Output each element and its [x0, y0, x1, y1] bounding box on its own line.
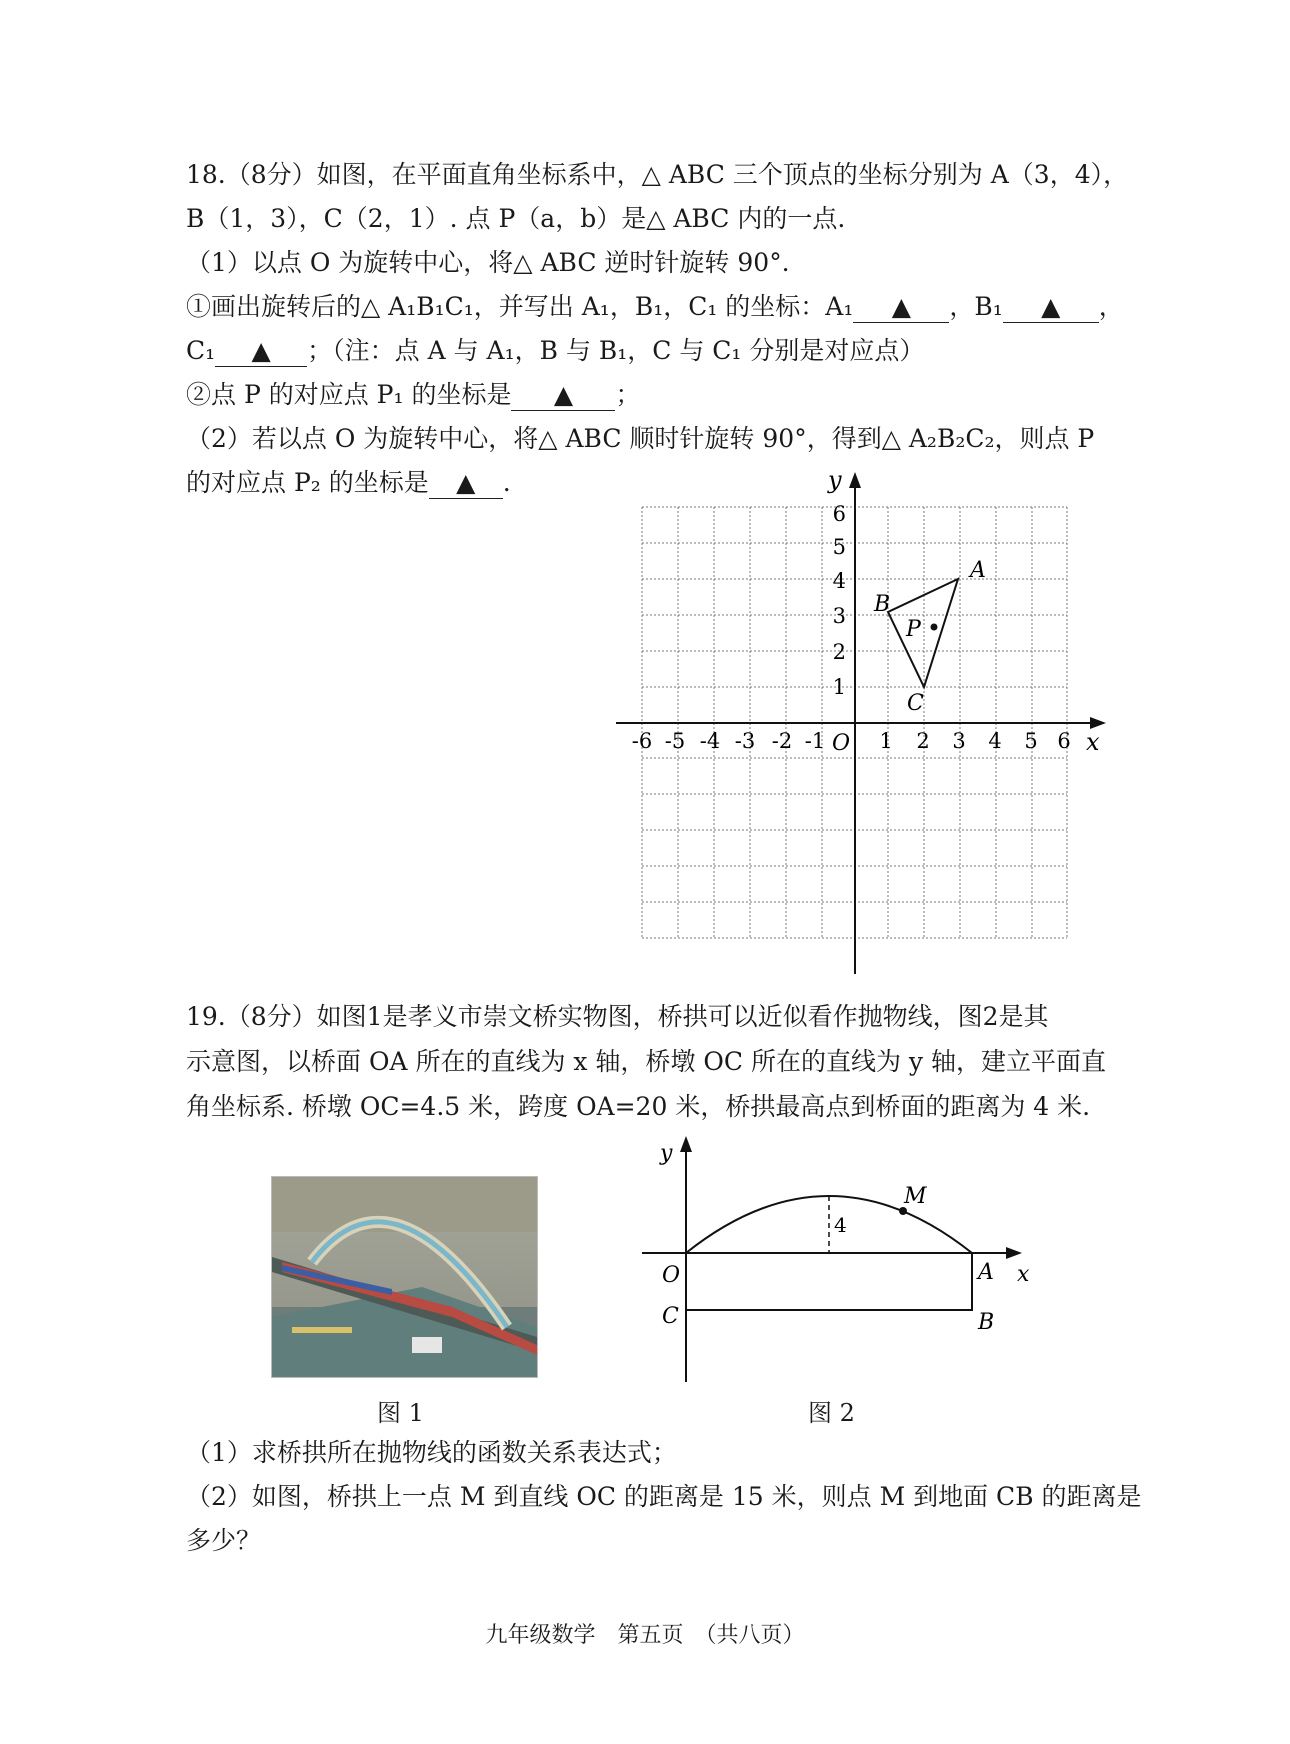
y-tick: 6 [832, 502, 846, 526]
answer-blank-p2[interactable]: ▲ [429, 468, 503, 499]
x-tick: -2 [771, 729, 793, 753]
y-tick: 3 [832, 604, 846, 628]
fig2-label-c: C [662, 1304, 679, 1329]
y-tick: 2 [832, 640, 846, 664]
x-tick: 2 [916, 729, 930, 753]
x-axis-label: x [1086, 728, 1100, 756]
y-tick: 4 [832, 569, 846, 593]
fig2-caption: 图 2 [808, 1399, 855, 1427]
answer-blank-b1[interactable]: ▲ [1003, 292, 1099, 323]
q18-line-1: 18.（8分）如图，在平面直角坐标系中，△ ABC 三个顶点的坐标分别为 A（3，4）， [186, 160, 1129, 189]
label-a: A [970, 558, 986, 583]
q19-part-2-cont: 多少？ [186, 1526, 262, 1555]
fig2-label-h: 4 [834, 1213, 847, 1237]
fig2-label-a: A [978, 1260, 994, 1285]
fig2-x-arrow [1006, 1247, 1022, 1259]
y-tick: 5 [832, 535, 846, 559]
fig2-y-arrow [680, 1136, 692, 1152]
q18-line-7: （2）若以点 O 为旋转中心，将△ ABC 顺时针旋转 90°，得到△ A₂B₂C₂，则点 P [186, 424, 1095, 453]
x-tick: -3 [734, 729, 756, 753]
fig2-label-b: B [978, 1310, 995, 1335]
fig1-caption: 图 1 [377, 1399, 424, 1427]
q18-line-3: （1）以点 O 为旋转中心，将△ ABC 逆时针旋转 90°． [186, 248, 807, 277]
x-tick: -6 [631, 729, 653, 753]
fig2-label-x: x [1017, 1262, 1030, 1287]
x-tick: 3 [952, 729, 966, 753]
q18-line-4-text: ①画出旋转后的△ A₁B₁C₁，并写出 A₁，B₁，C₁ 的坐标：A₁ [186, 292, 854, 321]
x-tick: -1 [804, 729, 826, 753]
label-c: C [907, 691, 924, 716]
q18-line-5-c1: C₁ [186, 336, 216, 365]
x-tick: 6 [1057, 729, 1071, 753]
fig2-label-y: y [660, 1141, 673, 1166]
fig2-label-m: M [904, 1184, 927, 1209]
q19-part-2: （2）如图，桥拱上一点 M 到直线 OC 的距离是 15 米，则点 M 到地面 CB 的距离是 [186, 1482, 1142, 1511]
q18-line-4-comma: ， [1098, 292, 1124, 321]
q19-part-1: （1）求桥拱所在抛物线的函数关系表达式； [186, 1438, 677, 1467]
q19-line-2: 示意图，以桥面 OA 所在的直线为 x 轴，桥墩 OC 所在的直线为 y 轴，建立平面直 [186, 1047, 1106, 1076]
pier-rect [686, 1253, 972, 1310]
q18-line-4-b1: ，B₁ [949, 292, 1003, 321]
y-tick: 1 [832, 675, 846, 699]
q19-line-3: 角坐标系. 桥墩 OC=4.5 米，跨度 OA=20 米，桥拱最高点到桥面的距离为 4 米. [186, 1092, 1091, 1121]
answer-blank-c1[interactable]: ▲ [215, 336, 307, 367]
answer-blank-a1[interactable]: ▲ [853, 292, 949, 323]
q18-line-8-text: 的对应点 P₂ 的坐标是 [186, 468, 429, 497]
x-tick: -5 [664, 729, 686, 753]
label-p: P [906, 617, 921, 642]
q19-line-1: 19.（8分）如图1是孝义市崇文桥实物图，桥拱可以近似看作抛物线，图2是其 [186, 1002, 1049, 1031]
fig2-label-o: O [662, 1263, 681, 1288]
x-tick: 1 [879, 729, 893, 753]
q18-line-6-text: ②点 P 的对应点 P₁ 的坐标是 [186, 380, 512, 409]
x-tick: 4 [988, 729, 1002, 753]
x-tick: 5 [1024, 729, 1038, 753]
origin-label: O [832, 731, 851, 756]
page-footer: 九年级数学 第五页 （共八页） [485, 1623, 805, 1648]
label-b: B [874, 592, 891, 617]
x-tick: -4 [699, 729, 721, 753]
answer-blank-p1[interactable]: ▲ [511, 380, 615, 411]
q18-line-8-period: . [502, 468, 511, 497]
q18-line-6-semicolon: ； [615, 380, 641, 409]
q18-line-5-note: ；（注：点 A 与 A₁，B 与 B₁，C 与 C₁ 分别是对应点） [307, 336, 925, 365]
y-axis-label: y [828, 466, 842, 494]
q18-line-2: B（1，3），C（2，1）. 点 P（a，b）是△ ABC 内的一点. [186, 204, 846, 233]
